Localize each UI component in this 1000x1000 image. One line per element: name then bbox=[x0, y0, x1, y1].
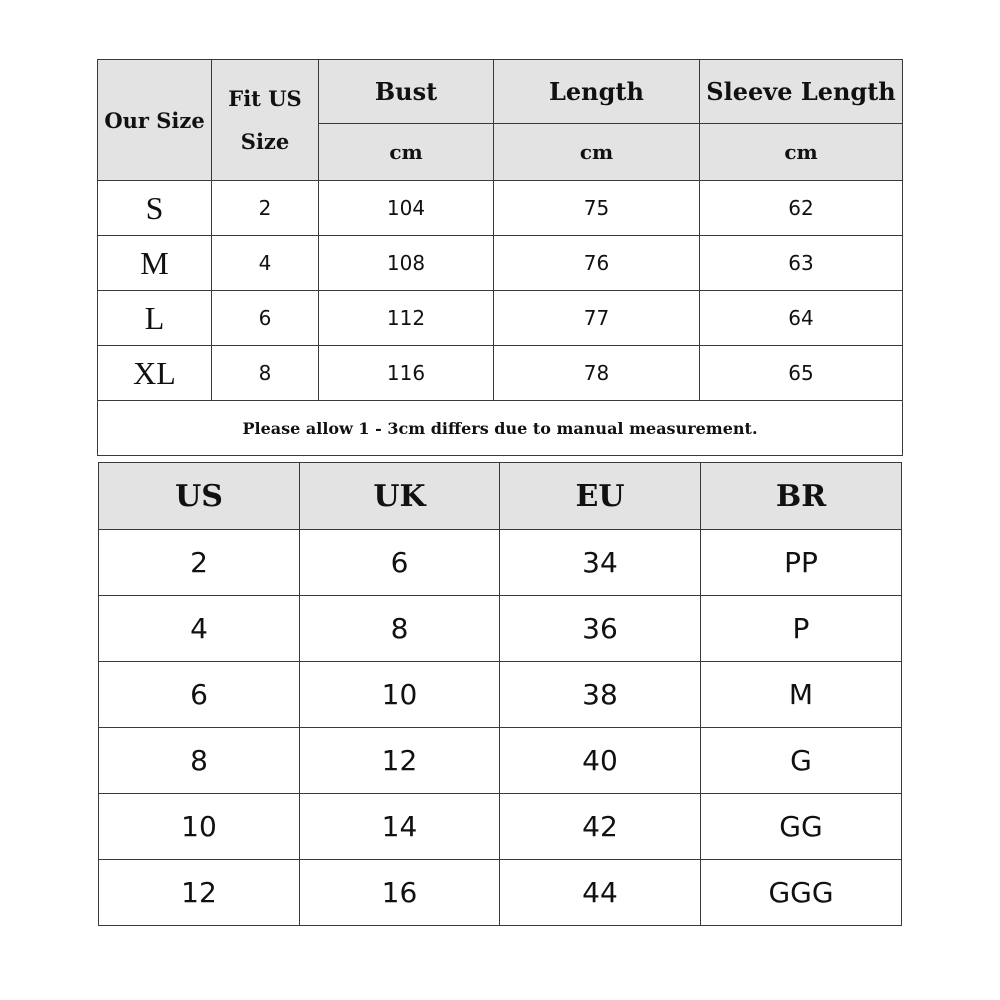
table-row bbox=[99, 530, 902, 596]
unit-sleeve-length: cm bbox=[700, 124, 903, 181]
size-conversion-table bbox=[98, 462, 902, 926]
eu-value: 40 bbox=[500, 728, 701, 794]
uk-value: 16 bbox=[300, 860, 500, 926]
header-eu: EU bbox=[500, 463, 701, 530]
size-label: S bbox=[98, 181, 212, 236]
br-value: P bbox=[701, 596, 902, 662]
fit-us-value: 2 bbox=[212, 181, 319, 236]
br-value: GG bbox=[701, 794, 902, 860]
sleeve-value: 65 bbox=[700, 346, 903, 401]
size-measurement-table bbox=[97, 59, 903, 456]
eu-value: 34 bbox=[500, 530, 701, 596]
header-sleeve-length: Sleeve Length bbox=[700, 60, 903, 124]
header-our-size: Our Size bbox=[98, 60, 212, 181]
length-value: 78 bbox=[494, 346, 700, 401]
table-row bbox=[99, 794, 902, 860]
table-row bbox=[99, 728, 902, 794]
table-row bbox=[98, 181, 903, 236]
br-value: PP bbox=[701, 530, 902, 596]
br-value: G bbox=[701, 728, 902, 794]
us-value: 4 bbox=[99, 596, 300, 662]
table-row bbox=[98, 346, 903, 401]
header-fit-us-size: Fit US Size bbox=[212, 60, 319, 181]
eu-value: 38 bbox=[500, 662, 701, 728]
us-value: 10 bbox=[99, 794, 300, 860]
eu-value: 36 bbox=[500, 596, 701, 662]
uk-value: 14 bbox=[300, 794, 500, 860]
us-value: 6 bbox=[99, 662, 300, 728]
us-value: 8 bbox=[99, 728, 300, 794]
table-row bbox=[99, 662, 902, 728]
sleeve-value: 62 bbox=[700, 181, 903, 236]
bust-value: 112 bbox=[319, 291, 494, 346]
table-row bbox=[99, 596, 902, 662]
length-value: 77 bbox=[494, 291, 700, 346]
bust-value: 104 bbox=[319, 181, 494, 236]
header-length: Length bbox=[494, 60, 700, 124]
us-value: 12 bbox=[99, 860, 300, 926]
fit-us-value: 6 bbox=[212, 291, 319, 346]
measurement-note: Please allow 1 - 3cm differs due to manual measurement. bbox=[98, 401, 903, 456]
header-us: US bbox=[99, 463, 300, 530]
unit-bust: cm bbox=[319, 124, 494, 181]
table-row bbox=[98, 236, 903, 291]
uk-value: 6 bbox=[300, 530, 500, 596]
size-label: L bbox=[98, 291, 212, 346]
uk-value: 8 bbox=[300, 596, 500, 662]
uk-value: 12 bbox=[300, 728, 500, 794]
size-label: M bbox=[98, 236, 212, 291]
table-row bbox=[99, 860, 902, 926]
length-value: 76 bbox=[494, 236, 700, 291]
sleeve-value: 64 bbox=[700, 291, 903, 346]
eu-value: 44 bbox=[500, 860, 701, 926]
sleeve-value: 63 bbox=[700, 236, 903, 291]
table-header-row bbox=[99, 463, 902, 530]
uk-value: 10 bbox=[300, 662, 500, 728]
table-row bbox=[98, 291, 903, 346]
br-value: M bbox=[701, 662, 902, 728]
unit-length: cm bbox=[494, 124, 700, 181]
bust-value: 108 bbox=[319, 236, 494, 291]
size-label: XL bbox=[98, 346, 212, 401]
length-value: 75 bbox=[494, 181, 700, 236]
fit-us-value: 8 bbox=[212, 346, 319, 401]
header-uk: UK bbox=[300, 463, 500, 530]
br-value: GGG bbox=[701, 860, 902, 926]
eu-value: 42 bbox=[500, 794, 701, 860]
bust-value: 116 bbox=[319, 346, 494, 401]
header-br: BR bbox=[701, 463, 902, 530]
us-value: 2 bbox=[99, 530, 300, 596]
header-bust: Bust bbox=[319, 60, 494, 124]
fit-us-value: 4 bbox=[212, 236, 319, 291]
